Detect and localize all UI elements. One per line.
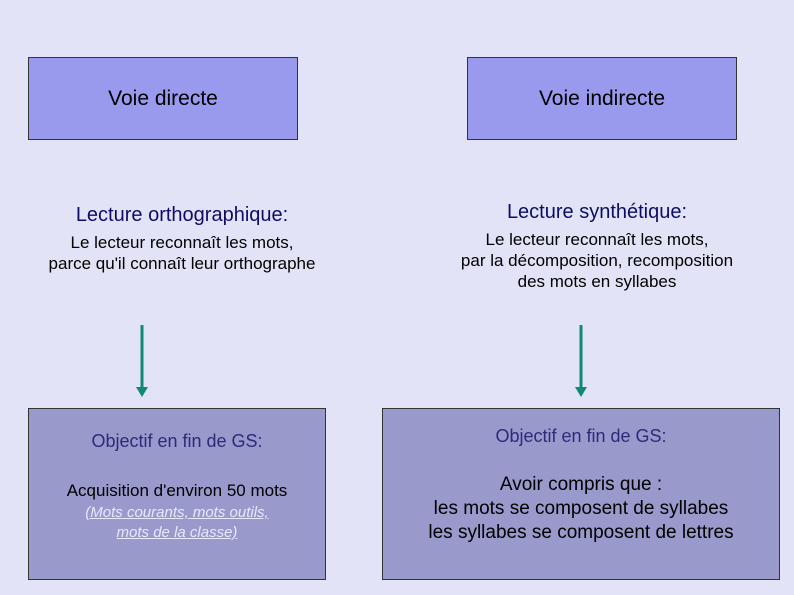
- route-title-left: Voie directe: [108, 86, 218, 110]
- box-voie-indirecte: [467, 57, 737, 140]
- description-left-line: Le lecteur reconnaît les mots,: [70, 233, 294, 252]
- objective-title-left: Objectif en fin de GS:: [91, 431, 263, 451]
- objective-note-line: mots de la classe): [116, 524, 238, 541]
- objective-note-left: [29, 503, 325, 543]
- objective-note-line: (Mots courants, mots outils,: [85, 504, 269, 521]
- description-right-line: Le lecteur reconnaît les mots,: [485, 230, 709, 249]
- objective-text-right: [383, 473, 779, 545]
- route-title-right: Voie indirecte: [538, 86, 666, 110]
- arrow-down-icon: [574, 325, 588, 397]
- objective-text-left-line: Acquisition d'environ 50 mots: [66, 481, 288, 500]
- objective-text-right-line: Avoir compris que :: [499, 474, 663, 495]
- description-right-line: des mots en syllabes: [517, 272, 677, 291]
- objective-text-right-line: les mots se composent de syllabes: [433, 498, 729, 519]
- objective-title-right: Objectif en fin de GS:: [495, 426, 667, 446]
- box-voie-directe: [28, 57, 298, 140]
- description-left: [0, 232, 364, 274]
- description-right-line: par la décomposition, recomposition: [460, 251, 734, 270]
- objective-text-right-line: les syllabes se composent de lettres: [428, 522, 734, 543]
- objective-text-left: [29, 480, 325, 502]
- heading-lecture-orthographique: Lecture orthographique:: [75, 204, 289, 226]
- arrow-down-icon: [135, 325, 149, 397]
- description-right: [400, 229, 794, 292]
- description-left-line: parce qu'il connaît leur orthographe: [48, 254, 316, 273]
- objective-box-right: [382, 408, 780, 580]
- heading-lecture-synthetique: Lecture synthétique:: [506, 201, 688, 223]
- objective-box-left: [28, 408, 326, 580]
